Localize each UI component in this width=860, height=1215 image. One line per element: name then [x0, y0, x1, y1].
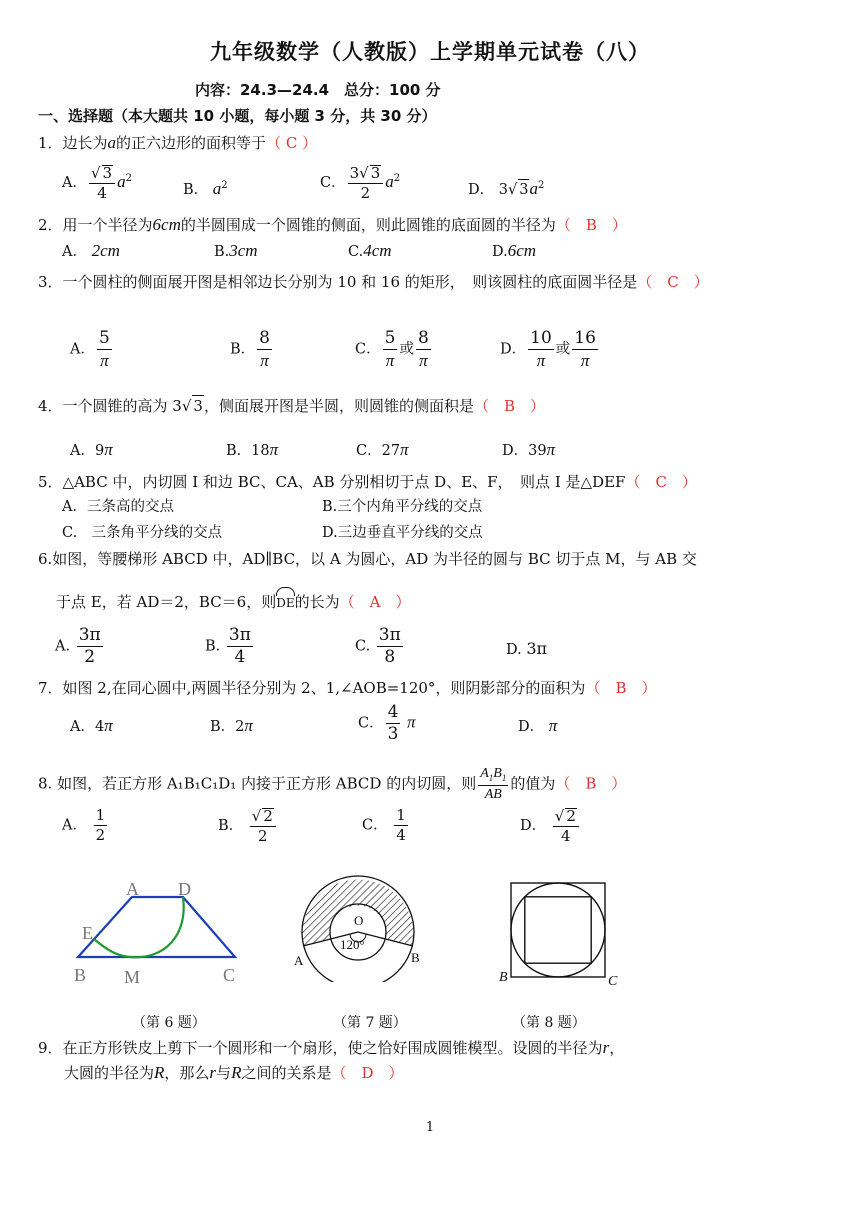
fig7-label-b: B: [411, 950, 420, 965]
fig7-label-angle: 120°: [340, 937, 365, 952]
figure-6-caption: （第 6 题）: [132, 1015, 206, 1031]
q6-option-c: C. $\frac{3\pi}{8}$: [355, 625, 401, 667]
q4-option-b: B．18π: [226, 440, 279, 459]
answer-7: （ B ）: [585, 679, 657, 697]
fig6-label-b: B: [74, 965, 87, 985]
question-7: 7．如图 2,在同心圆中,两圆半径分别为 2、1,∠AOB=120°，则阴影部分的面积为（ B ）: [38, 679, 657, 697]
q5-option-c: C. 三条角平分线的交点: [62, 525, 223, 541]
q2-option-d: D.6cm: [492, 241, 537, 260]
q5-option-d: D.三边垂直平分线的交点: [322, 525, 483, 541]
q4-option-a: A．9π: [70, 440, 113, 459]
q5-option-b: B.三个内角平分线的交点: [322, 499, 483, 515]
question-6-line-2: 于点 E，若 AD＝2，BC＝6，则 DE的长为（ A ）: [56, 589, 410, 613]
q8-option-d: D． $\frac{√ 2}{4}$: [520, 808, 581, 844]
answer-1: （ C ）: [266, 134, 318, 152]
q1-option-c: C． $\frac{3√ 3}{2}$ $a^2$: [320, 164, 401, 202]
q8-option-c: C． $\frac{1}{4}$: [362, 806, 406, 844]
q6-option-a: A. $\frac{3\pi}{2}$: [55, 625, 101, 667]
q8-option-b: B． $\frac{√ 2}{2}$: [218, 808, 278, 844]
question-4: 4．一个圆锥的高为 3√ 3，侧面展开图是半圆，则圆锥的侧面积是（ B ）: [38, 397, 546, 415]
figure-6-trapezoid: [70, 875, 250, 990]
question-5: 5．△ABC 中，内切圆 I 和边 BC、CA、AB 分别相切于点 D、E、F， 则点 I 是△DEF（ C ）: [38, 473, 697, 491]
page-title: 九年级数学（人教版）上学期单元试卷（八）: [210, 40, 650, 64]
question-6-line-1: 6.如图，等腰梯形 ABCD 中，AD∥BC，以 A 为圆心，AD 为半径的圆与 BC 切于点 M，与 AB 交: [38, 550, 697, 568]
fig6-label-e: E: [82, 923, 93, 943]
question-3: 3．一个圆柱的侧面展开图是相邻边长分别为 10 和 16 的矩形， 则该圆柱的底面圆半径是（ C ）: [38, 273, 709, 291]
fig7-label-a: A: [294, 953, 304, 968]
fig6-label-c: C: [223, 965, 236, 985]
fig8-label-c: C: [608, 974, 618, 989]
question-9-line-2: 大圆的半径为R，那么r与R之间的关系是（ D ）: [64, 1063, 404, 1082]
q7-option-a: A．4π: [70, 716, 113, 735]
q6-option-d: D. 3π: [506, 639, 548, 658]
q8-option-a: A． $\frac{1}{2}$: [62, 806, 106, 844]
answer-9: （ D ）: [331, 1064, 404, 1082]
answer-4: （ B ）: [473, 397, 546, 415]
q6-option-b: B. $\frac{3\pi}{4}$: [205, 625, 251, 667]
figure-7-concentric-circles: [290, 867, 425, 982]
q4-option-c: C．27π: [356, 440, 409, 459]
fig6-label-a: A: [126, 879, 139, 899]
q7-option-b: B．2π: [210, 716, 253, 735]
figure-7-caption: （第 7 题）: [333, 1015, 407, 1031]
q2-option-b: B.3cm: [214, 241, 258, 260]
answer-8: （ B ）: [555, 774, 627, 793]
q7-option-d: D． π: [518, 716, 558, 735]
fig8-label-b: B: [499, 970, 508, 985]
q1-option-b: B． $a^2$: [183, 178, 228, 198]
q2-option-a: A． 2cm: [62, 241, 120, 260]
q5-option-a: A．三条高的交点: [62, 499, 174, 515]
fig6-label-m: M: [124, 967, 141, 987]
q1-option-d: D． 3√ $3a^2$: [468, 178, 545, 198]
q3-option-a: A． $\frac{5}{\pi}$: [70, 328, 110, 370]
page-number: 1: [425, 1120, 435, 1135]
answer-2: （ B ）: [555, 216, 627, 234]
question-8: 8. 如图，若正方形 A₁B₁C₁D₁ 内接于正方形 ABCD 的内切圆，则 $\frac{A_1B_1}{AB}$ 的值为（ B ）: [38, 766, 627, 802]
fig7-label-o: O: [354, 913, 364, 928]
figure-8-caption: （第 8 题）: [512, 1015, 586, 1031]
q3-option-d: D． $\frac{10}{\pi}$ 或 $\frac{16}{\pi}$: [500, 328, 596, 370]
section-heading: 一、选择题（本大题共 10 小题，每小题 3 分，共 30 分）: [38, 107, 437, 125]
fig6-label-d: D: [178, 879, 191, 899]
q4-option-d: D．39π: [502, 440, 556, 459]
answer-6: （ A ）: [339, 593, 411, 611]
q3-option-b: B． $\frac{8}{\pi}$: [230, 328, 270, 370]
q3-option-c: C． $\frac{5}{\pi}$ 或 $\frac{8}{\pi}$: [355, 328, 429, 370]
q2-option-c: C.4cm: [348, 241, 392, 260]
exam-subtitle: 内容：24.3—24.4 总分：100 分: [195, 81, 441, 99]
question-2: 2．用一个半径为6cm的半圆围成一个圆锥的侧面，则此圆锥的底面圆的半径为（ B ）: [38, 215, 627, 234]
q7-option-c: C． $\frac{4}{3}$ π: [358, 702, 416, 744]
question-9-line-1: 9．在正方形铁皮上剪下一个圆形和一个扇形，使之恰好围成圆锥模型。设圆的半径为r，: [38, 1038, 625, 1057]
question-1: 1．边长为a的正六边形的面积等于（ C ）: [38, 133, 318, 152]
answer-5: （ C ）: [625, 473, 697, 491]
answer-3: （ C ）: [637, 273, 709, 291]
arc-de-label: DE: [276, 596, 295, 610]
q1-option-a: A． $\frac{√ 3}{4}$ $a^2$: [62, 164, 132, 202]
figure-8-squares-circle: [495, 877, 625, 992]
